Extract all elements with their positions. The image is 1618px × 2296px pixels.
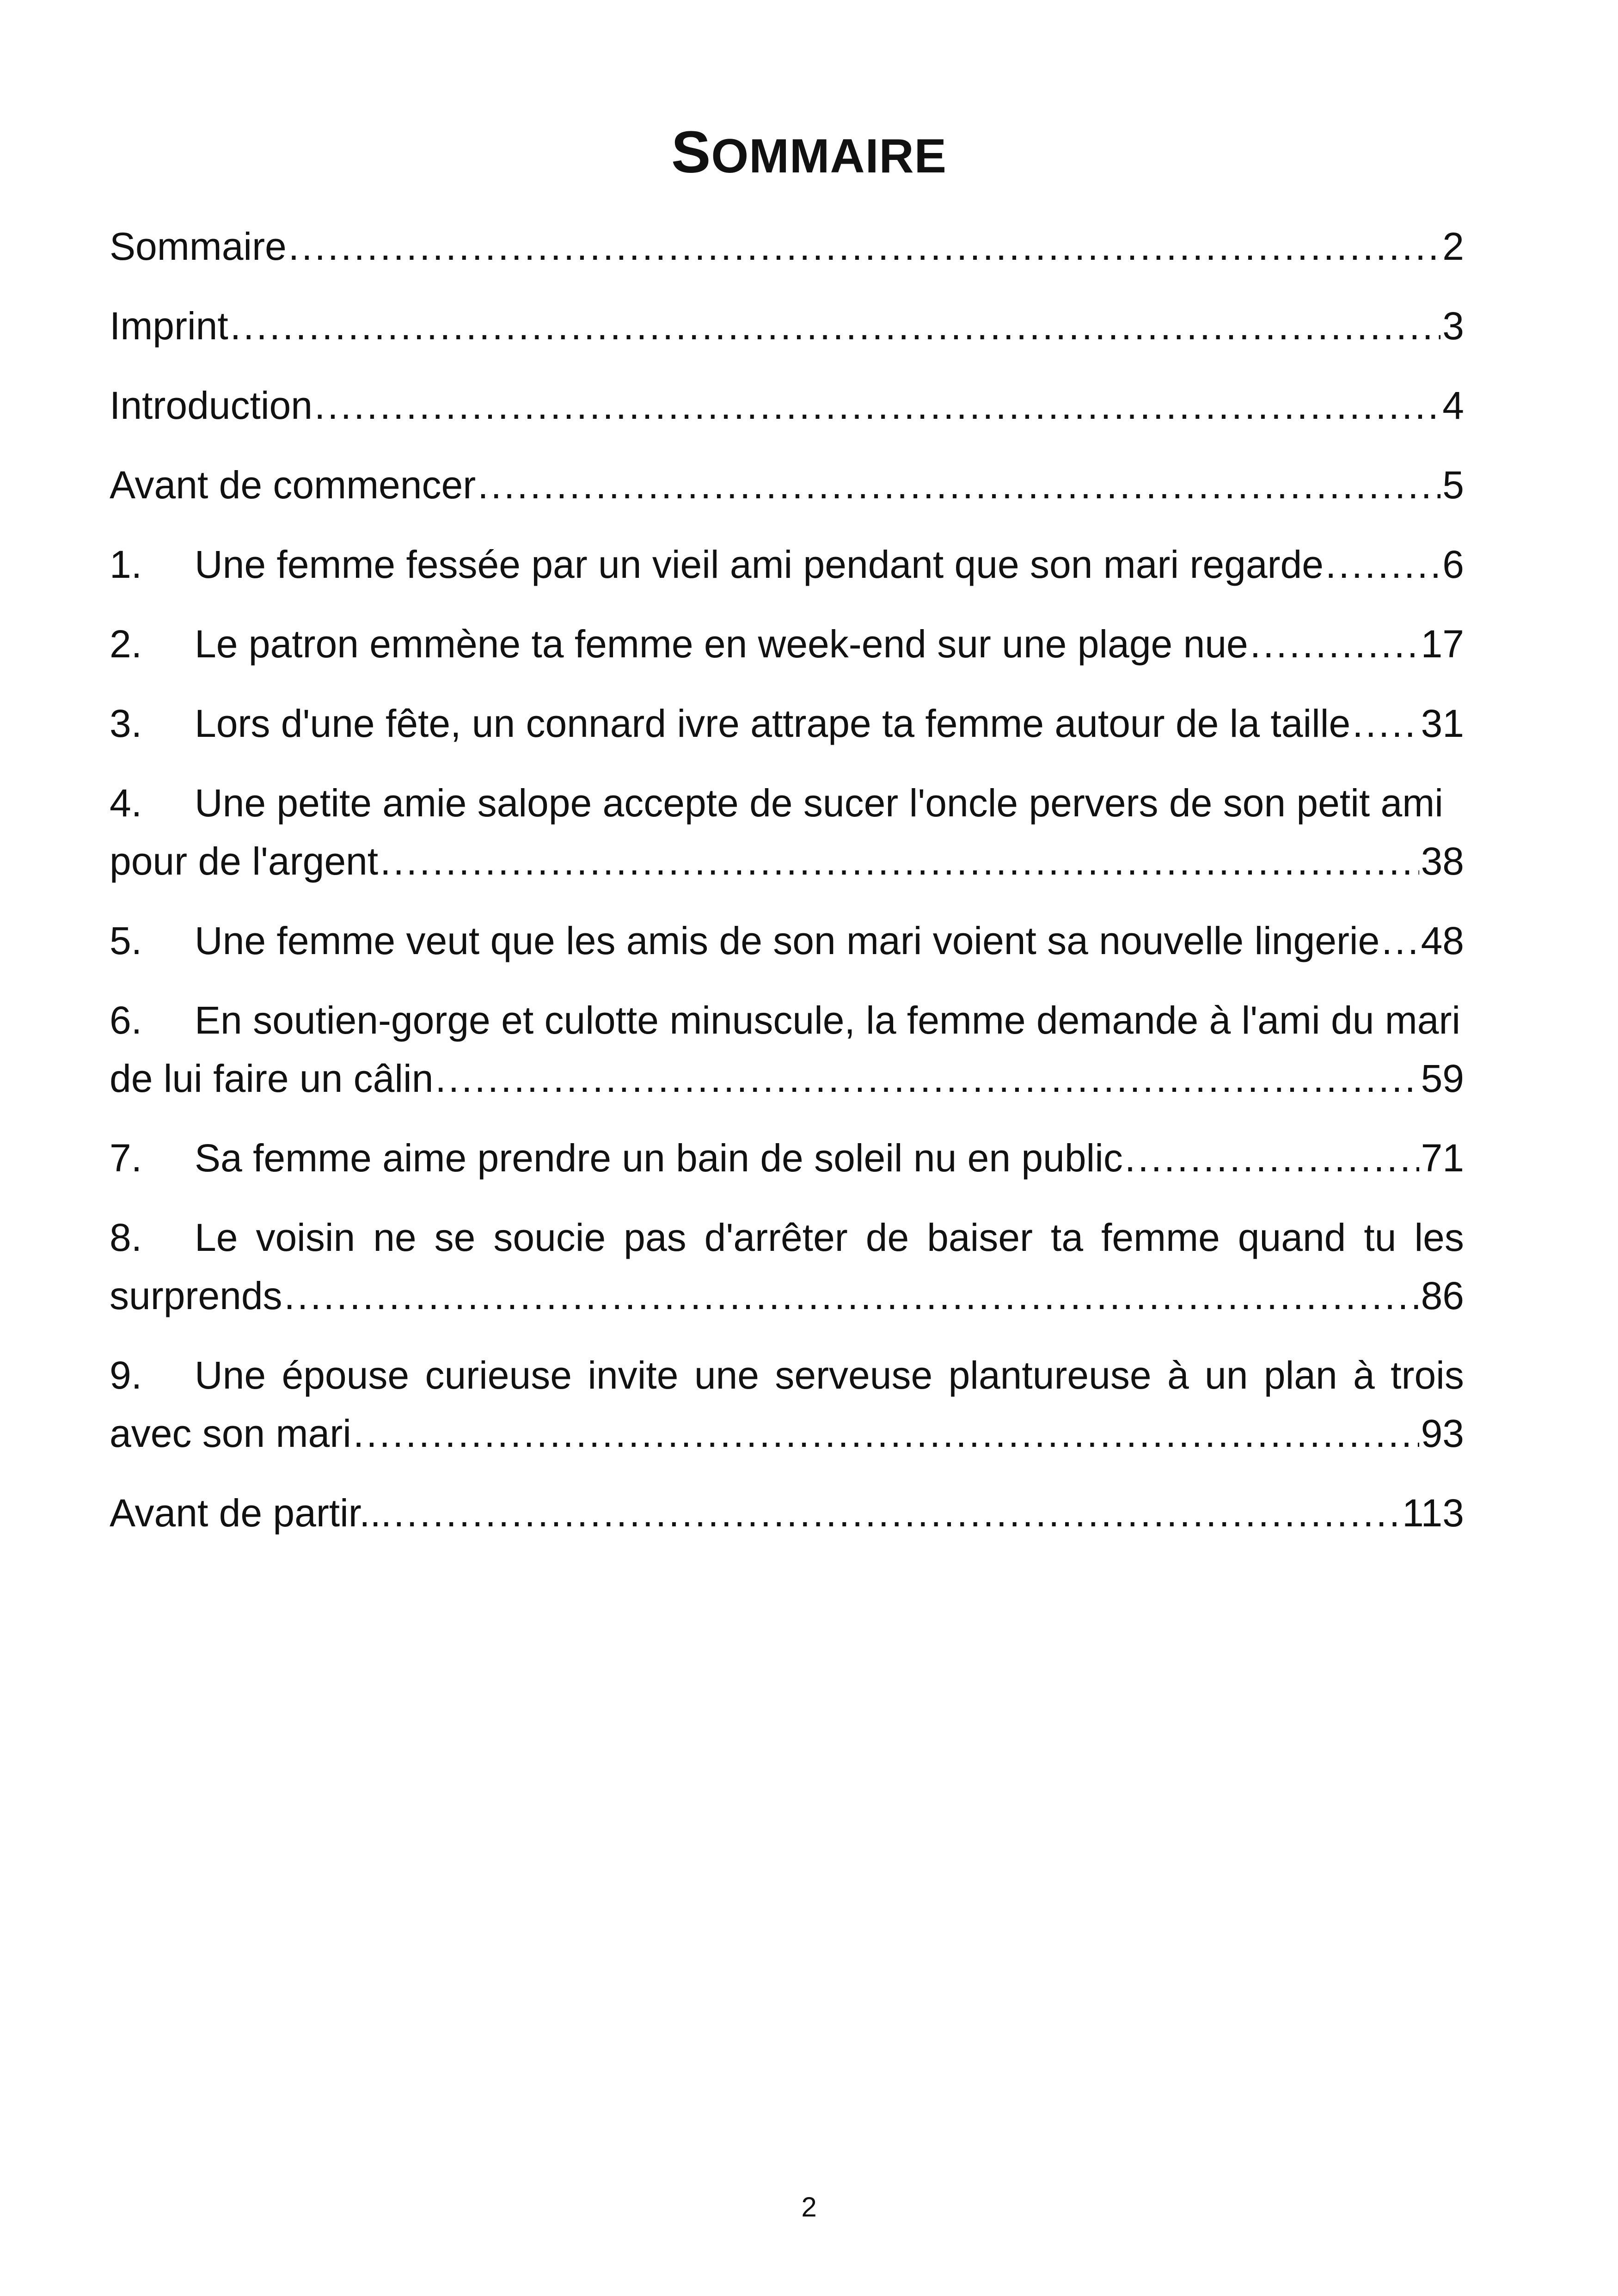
toc-entry-title: Le patron emmène ta femme en week-end sur une plage nue — [195, 622, 1248, 666]
toc-entry-page: 86 — [1421, 1274, 1464, 1317]
toc-entry-number: 8. — [110, 1216, 142, 1259]
dot-leader — [1325, 535, 1440, 594]
dot-leader — [1352, 694, 1419, 753]
toc-entry-title: Avant de partir... — [110, 1491, 392, 1535]
toc-entry-page: 5 — [1442, 463, 1464, 507]
toc-entry-title-line2: avec son mari — [110, 1412, 351, 1455]
toc-entry-introduction[interactable] — [110, 376, 1464, 435]
toc-entry-number: 6. — [110, 998, 142, 1042]
toc-entry-page: 2 — [1442, 225, 1464, 268]
title-word: curieuse — [425, 1353, 572, 1397]
toc-entry-number: 1. — [110, 543, 142, 586]
toc-entry-number: 9. — [110, 1353, 142, 1397]
title-word: ta — [1051, 1216, 1084, 1259]
toc-entry-chapter-6[interactable] — [110, 991, 1464, 1108]
title-word: à — [1167, 1353, 1189, 1397]
toc-entry-title-line2: de lui faire un câlin — [110, 1057, 434, 1100]
title-word: invite — [588, 1353, 679, 1397]
title-word: plan — [1263, 1353, 1337, 1397]
toc-entry-chapter-9[interactable] — [110, 1346, 1464, 1463]
toc-entry-chapter-1[interactable] — [110, 535, 1464, 594]
toc-entry-chapter-5[interactable] — [110, 912, 1464, 970]
dot-leader — [284, 1267, 1419, 1325]
toc-entry-chapter-3[interactable] — [110, 694, 1464, 753]
toc-entry-chapter-7[interactable] — [110, 1129, 1464, 1187]
title-word: de — [865, 1216, 909, 1259]
toc-entry-title-line1: En soutien-gorge et culotte minuscule, la femme demande à l'ami du mari — [195, 998, 1461, 1042]
toc-entry-avant-de-commencer[interactable] — [110, 456, 1464, 514]
toc-entry-title: Introduction — [110, 384, 313, 427]
title-word: une — [694, 1353, 759, 1397]
dot-leader — [1125, 1129, 1419, 1187]
title-word: un — [1205, 1353, 1248, 1397]
title-word: soucie — [493, 1216, 606, 1259]
title-word: baiser — [927, 1216, 1033, 1259]
toc-entry-title-line1: Une petite amie salope accepte de sucer l'oncle pervers de son petit ami — [195, 781, 1443, 825]
title-word: à — [1353, 1353, 1375, 1397]
title-word: ne — [373, 1216, 417, 1259]
dot-leader — [230, 297, 1441, 355]
toc-entry-page: 3 — [1442, 304, 1464, 348]
toc-entry-number: 5. — [110, 919, 142, 962]
page-title — [0, 116, 1618, 193]
toc-entry-title-line1 — [195, 1346, 1464, 1404]
toc-entry-avant-de-partir[interactable] — [110, 1484, 1464, 1542]
table-of-contents — [110, 217, 1464, 1563]
title-word: Une — [195, 1353, 266, 1397]
dot-leader — [393, 1484, 1400, 1542]
toc-entry-chapter-2[interactable] — [110, 615, 1464, 673]
toc-entry-page: 31 — [1421, 702, 1464, 745]
toc-entry-number: 2. — [110, 622, 142, 666]
title-word: plantureuse — [948, 1353, 1152, 1397]
toc-entry-title: Lors d'une fête, un connard ivre attrape ta femme autour de la taille — [195, 702, 1351, 745]
toc-entry-title-line1 — [195, 1208, 1464, 1267]
title-word: voisin — [256, 1216, 355, 1259]
toc-entry-title: Sommaire — [110, 225, 287, 268]
toc-entry-number: 7. — [110, 1136, 142, 1180]
toc-entry-imprint[interactable] — [110, 297, 1464, 355]
toc-entry-title: Une femme veut que les amis de son mari voient sa nouvelle lingerie — [195, 919, 1380, 962]
toc-entry-chapter-4[interactable] — [110, 774, 1464, 890]
toc-entry-title-line2: pour de l'argent — [110, 839, 379, 883]
dot-leader — [1250, 615, 1419, 673]
toc-entry-sommaire[interactable] — [110, 217, 1464, 276]
title-word: tu — [1364, 1216, 1397, 1259]
dot-leader — [353, 1404, 1419, 1463]
title-rest: OMMAIRE — [711, 129, 947, 183]
toc-entry-page: 59 — [1421, 1057, 1464, 1100]
title-word: se — [434, 1216, 476, 1259]
title-word: serveuse — [775, 1353, 933, 1397]
toc-entry-page: 48 — [1421, 919, 1464, 962]
toc-entry-title-line2: surprends — [110, 1274, 282, 1317]
toc-entry-title: Avant de commencer — [110, 463, 476, 507]
dot-leader — [478, 456, 1440, 514]
title-word: pas — [624, 1216, 686, 1259]
toc-entry-title: Imprint — [110, 304, 228, 348]
toc-entry-chapter-8[interactable] — [110, 1208, 1464, 1325]
toc-entry-number: 4. — [110, 781, 142, 825]
title-word: quand — [1238, 1216, 1346, 1259]
toc-entry-page: 71 — [1421, 1136, 1464, 1180]
toc-entry-page: 6 — [1442, 543, 1464, 586]
dot-leader — [1381, 912, 1419, 970]
toc-entry-title: Sa femme aime prendre un bain de soleil nu en public — [195, 1136, 1123, 1180]
page-number-footer: 2 — [801, 2192, 817, 2223]
title-word: Le — [195, 1216, 238, 1259]
title-word: femme — [1101, 1216, 1220, 1259]
toc-entry-page: 17 — [1421, 622, 1464, 666]
toc-entry-page: 93 — [1421, 1412, 1464, 1455]
title-word: trois — [1391, 1353, 1464, 1397]
title-word: les — [1414, 1216, 1464, 1259]
toc-entry-page: 38 — [1421, 839, 1464, 883]
dot-leader — [288, 217, 1441, 276]
toc-entry-number: 3. — [110, 702, 142, 745]
title-word: épouse — [282, 1353, 410, 1397]
toc-entry-page: 4 — [1442, 384, 1464, 427]
title-first-letter: S — [671, 119, 711, 185]
dot-leader — [435, 1049, 1419, 1108]
dot-leader — [380, 832, 1419, 890]
title-word: d'arrêter — [704, 1216, 848, 1259]
toc-entry-title: Une femme fessée par un vieil ami pendant que son mari regarde — [195, 543, 1324, 586]
dot-leader — [314, 376, 1440, 435]
toc-entry-page: 113 — [1402, 1491, 1464, 1535]
